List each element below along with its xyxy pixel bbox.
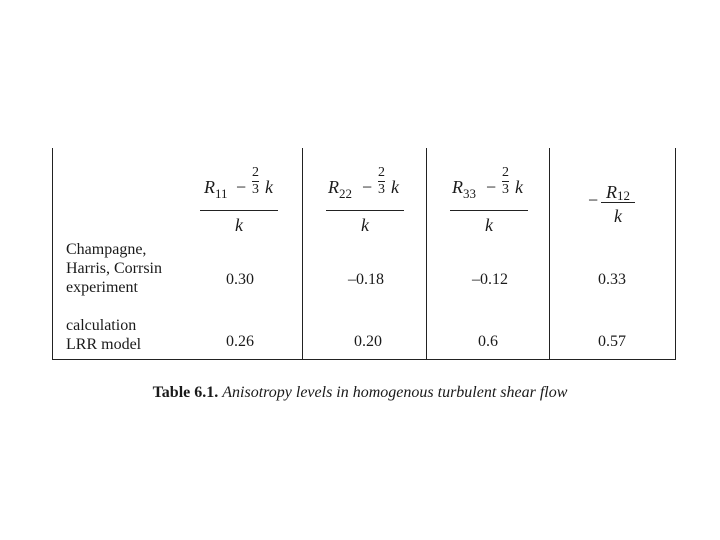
cell-r1-c2: –0.18 bbox=[348, 271, 384, 288]
cell-r2-c4: 0.57 bbox=[598, 333, 626, 350]
cell-r2-c2: 0.20 bbox=[354, 333, 382, 350]
column-divider-3 bbox=[549, 148, 550, 360]
cell-r1-c3: –0.12 bbox=[472, 271, 508, 288]
row-label-experiment: Champagne, Harris, Corrsin experiment bbox=[66, 241, 162, 297]
cell-r1-c4: 0.33 bbox=[598, 271, 626, 288]
table-bottom-border bbox=[52, 359, 676, 360]
table-left-border bbox=[52, 148, 53, 360]
header-r33: $R_{33}$ − 2 3 k k bbox=[450, 164, 528, 218]
header-r22: $R_{22}$ − 2 3 k k bbox=[326, 164, 404, 218]
cell-r2-c3: 0.6 bbox=[478, 333, 498, 350]
table-caption bbox=[0, 384, 720, 402]
header-r11: $R_{11}$ − 2 3 k k bbox=[200, 164, 278, 218]
column-divider-1 bbox=[302, 148, 303, 360]
cell-r2-c1: 0.26 bbox=[226, 333, 254, 350]
table-right-border bbox=[675, 148, 676, 360]
column-divider-2 bbox=[426, 148, 427, 360]
cell-r1-c1: 0.30 bbox=[226, 271, 254, 288]
caption-text: Anisotropy levels in homogenous turbulent shear flow bbox=[222, 384, 568, 401]
row-label-calculation: calculation LRR model bbox=[66, 317, 142, 354]
header-r12: − R12 k bbox=[588, 180, 648, 230]
caption-label: Table 6.1. bbox=[152, 384, 219, 401]
